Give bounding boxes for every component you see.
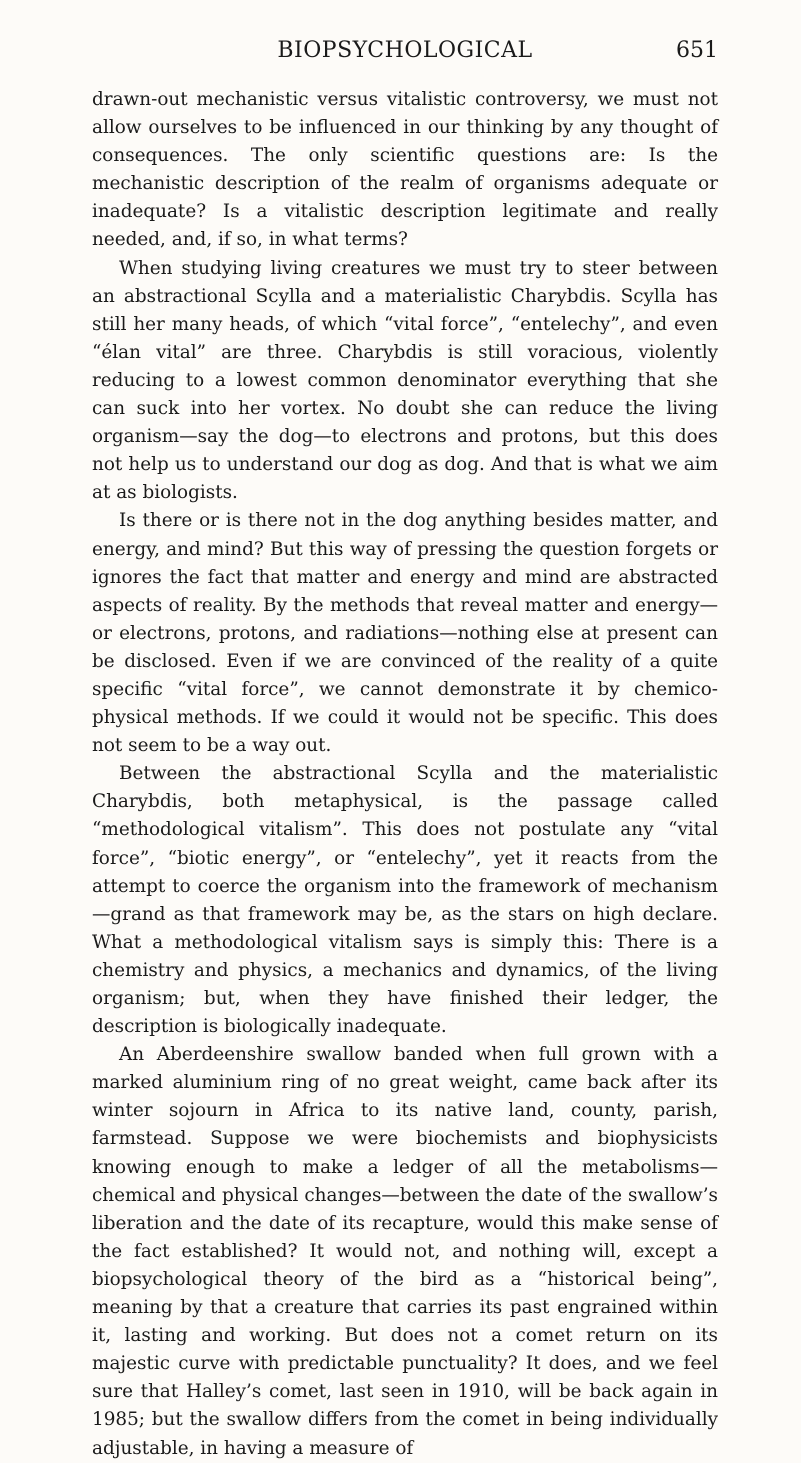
page-header [92, 38, 718, 78]
paragraph-continued: drawn-out mechanistic versus vitalistic controversy, we must not allow ourselves to be influenced in our thinking by any thought of consequences. The only scientific questions are: Is the mechanistic description of the realm of organisms adequate or inadequate? Is a vitalistic description legitimate and really needed, and, if so, in what terms? [92, 89, 718, 251]
page-number: 651 [676, 38, 718, 63]
paragraph-aberdeenshire-swallow: An Aberdeenshire swallow banded when full grown with a marked aluminium ring of no great weight, came back after its winter sojourn in Africa to its native land, county, parish, farmstead. Suppose we were biochemists and biophysicists knowing enough to make a ledger of all the metabolisms—chemical and physical changes—between the date of the swallow’s liberation and the date of its recapture, would this make sense of the fact established? It would not, and nothing will, except a biopsychological theory of the bird as a “historical being”, meaning by that a creature that carries its past engrained within it, lasting and working. But does not a comet return on its majestic curve with predictable punctuality? It does, and we feel sure that Halley’s comet, last seen in 1910, will be back again in 1985; but the swallow differs from the comet in being individually adjustable, in having a measure of [92, 1044, 718, 1459]
running-head: BIOPSYCHOLOGICAL [277, 38, 533, 63]
paragraph-methodological-vitalism: Between the abstractional Scylla and the materialistic Charybdis, both metaphysical, is the passage called “methodological vitalism”. This does not postulate any “vital force”, “biotic energy”, or “entelechy”, yet it reacts from the attempt to coerce the organism into the framework of mechanism—grand as that framework may be, as the stars on high declare. What a methodological vitalism says is simply this: There is a chemistry and physics, a mechanics and dynamics, of the living organism; but, when they have finished their ledger, the description is biologically inadequate. [92, 763, 718, 1038]
paragraph-scylla-charybdis: When studying living creatures we must try to steer between an abstractional Scylla and a materialistic Charybdis. Scylla has still her many heads, of which “vital force”, “entelechy”, and even “élan vital” are three. Charybdis is still voracious, violently reducing to a lowest common denominator everything that she can suck into her vortex. No doubt she can reduce the living organism—say the dog—to electrons and protons, but this does not help us to understand our dog as dog. And that is what we aim at as biologists. [92, 257, 718, 504]
paragraph-matter-energy-mind: Is there or is there not in the dog anything besides matter, and energy, and mind? But this way of pressing the question forgets or ignores the fact that matter and energy and mind are abstracted aspects of reality. By the methods that reveal matter and energy—or electrons, protons, and radiations—nothing else at present can be disclosed. Even if we are convinced of the reality of a quite specific “vital force”, we cannot demonstrate it by chemico-physical methods. If we could it would not be specific. This does not seem to be a way out. [92, 510, 718, 757]
body-text [92, 86, 718, 1463]
